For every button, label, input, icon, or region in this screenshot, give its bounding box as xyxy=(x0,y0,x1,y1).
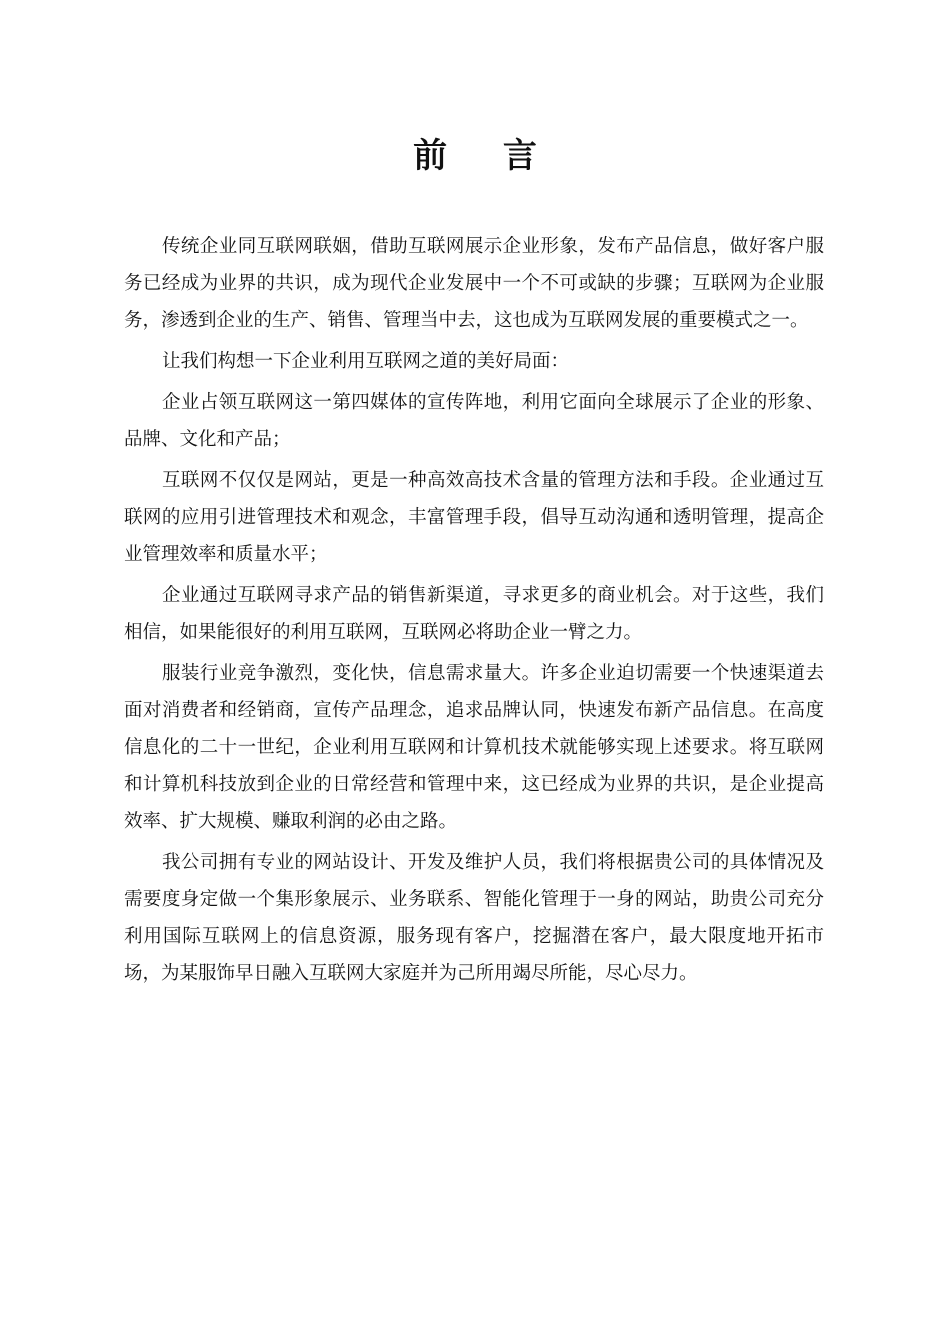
paragraph: 我公司拥有专业的网站设计、开发及维护人员，我们将根据贵公司的具体情况及需要度身定做一个集形象展示、业务联系、智能化管理于一身的网站，助贵公司充分利用国际互联网上的信息资源，服务现有客户，挖掘潜在客户，最大限度地开拓市场，为某服饰早日融入互联网大家庭并为己所用竭尽所能，尽心尽力。 xyxy=(124,852,824,984)
paragraph: 让我们构想一下企业利用互联网之道的美好局面： xyxy=(162,351,570,372)
paragraph: 服装行业竞争激烈，变化快，信息需求量大。许多企业迫切需要一个快速渠道去面对消费者和经销商，宣传产品理念，追求品牌认同，快速发布新产品信息。在高度信息化的二十一世纪，企业利用互联网和计算机技术就能够实现上述要求。将互联网和计算机科技放到企业的日常经营和管理中来，这已经成为业界的共识，是企业提高效率、扩大规模、赚取利润的必由之路。 xyxy=(124,663,824,832)
paragraph: 企业通过互联网寻求产品的销售新渠道，寻求更多的商业机会。对于这些，我们相信，如果能很好的利用互联网，互联网必将助企业一臂之力。 xyxy=(124,585,824,643)
page-title: 前 言 xyxy=(413,136,559,176)
paragraph: 企业占领互联网这一第四媒体的宣传阵地，利用它面向全球展示了企业的形象、品牌、文化和产品； xyxy=(124,392,824,450)
document-body xyxy=(124,228,824,996)
paragraph: 互联网不仅仅是网站，更是一种高效高技术含量的管理方法和手段。企业通过互联网的应用引进管理技术和观念，丰富管理手段，倡导互动沟通和透明管理，提高企业管理效率和质量水平； xyxy=(124,470,824,565)
paragraph: 传统企业同互联网联姻，借助互联网展示企业形象，发布产品信息，做好客户服务已经成为业界的共识，成为现代企业发展中一个不可或缺的步骤；互联网为企业服务，渗透到企业的生产、销售、管理当中去，这也成为互联网发展的重要模式之一。 xyxy=(124,236,824,331)
